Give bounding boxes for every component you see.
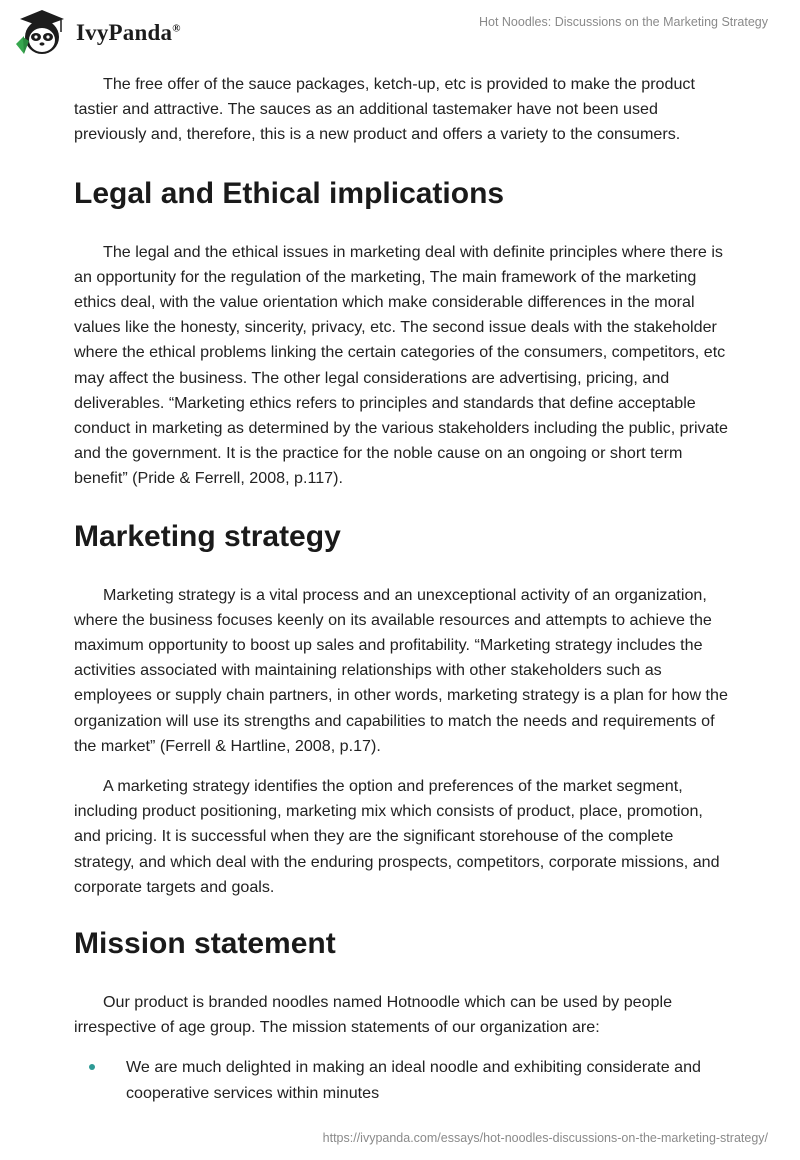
essay-content — [74, 71, 734, 1106]
marketing-strategy-paragraph-1: Marketing strategy is a vital process and an unexceptional activity of an organization, where the business focuses keenly on its available resources and attempts to achieve the maximum opportunity to boost up sales and profitability. “Marketing strategy includes the activities associated with maintaining relationships with other stakeholders such as employees or supply chain partners, in other words, marketing strategy is a plan for how the organization will use its strengths and capabilities to match the needs and requirements of the market” (Ferrell & Hartline, 2008, p.17). — [74, 585, 728, 755]
mission-statement-paragraph: Our product is branded noodles named Hotnoodle which can be used by people irrespective of age group. The mission statements of our organization are: — [74, 993, 673, 1037]
document-title: Hot Noodles: Discussions on the Marketing Strategy — [478, 15, 768, 29]
brand-text: IvyPanda — [76, 20, 173, 45]
marketing-strategy-paragraph-2: A marketing strategy identifies the option and preferences of the market segment, including product positioning, marketing mix which consists of product, place, promotion, and pricing. It is successful when they are the significant storehouse of the complete strategy, and which deal with the enduring prospects, competitors, corporate missions, and corporate targets and goals. — [74, 777, 720, 896]
registered-mark: ® — [172, 22, 181, 35]
legal-ethical-paragraph: The legal and the ethical issues in marketing deal with definite principles where there is an opportunity for the regulation of the marketing, The main framework of the marketing ethics deal, with the value orientation which make considerable differences in the moral values like the honesty, sincerity, privacy, etc. The second issue deals with the stakeholder where the ethical problems linking the certain categories of the consumers, competitors, etc may affect the business. The other legal considerations are advertising, pricing, and deliverables. “Marketing ethics refers to principles and standards that define acceptable conduct in marketing as determined by the various stakeholders including the public, private and the government. It is the practice for the noble cause on an ongoing or short term benefit” (Pride & Ferrell, 2008, p.117). — [74, 242, 728, 488]
intro-paragraph: The free offer of the sauce packages, ketch-up, etc is provided to make the product tastier and attractive. The sauces as an additional tastemaker have not been used previously and, therefore, this is a new product and offers a variety to the consumers. — [74, 75, 695, 144]
source-url-link[interactable]: https://ivypanda.com/essays/hot-noodles-discussions-on-the-marketing-strategy/ — [322, 1131, 768, 1145]
page-header — [0, 0, 800, 70]
bullet-dot-icon — [89, 1064, 95, 1070]
brand-name[interactable] — [76, 20, 181, 46]
heading-legal-ethical: Legal and Ethical implications — [74, 176, 505, 210]
mission-list — [74, 1055, 734, 1105]
heading-mission-statement: Mission statement — [74, 927, 336, 961]
list-item-text: We are much delighted in making an ideal noodle and exhibiting considerate and cooperative services within minutes — [126, 1058, 701, 1102]
list-item — [74, 1055, 734, 1105]
panda-graduate-icon[interactable] — [12, 8, 72, 58]
heading-marketing-strategy: Marketing strategy — [74, 519, 341, 553]
